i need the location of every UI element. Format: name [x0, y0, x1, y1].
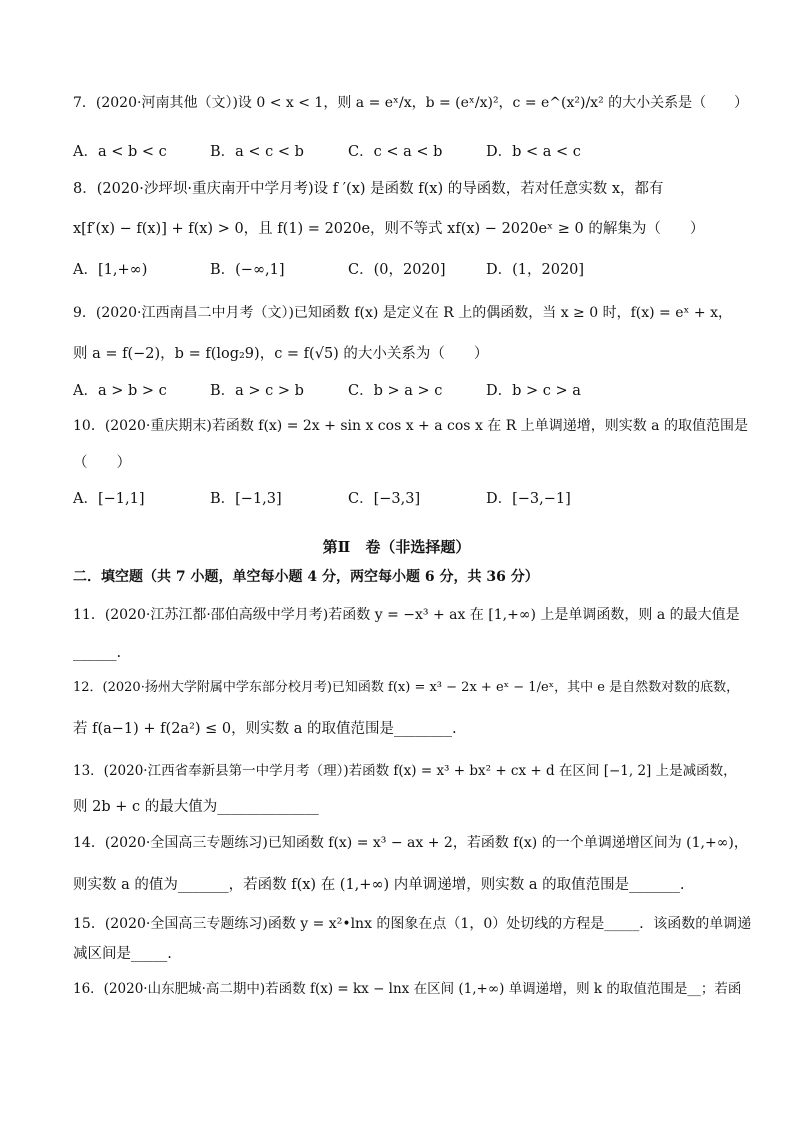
- q7-stem: 7．(2020·河南其他（文）)设 0 < x < 1，则 a = eˣ/x，b = (eˣ/x)²，c = e^(x²)/x² 的大小关系是（ ）: [73, 95, 749, 111]
- q10-options: [73, 488, 733, 510]
- q12-stem-line2: 若 f(a−1) + f(2a²) ≤ 0，则实数 a 的取值范围是________.: [73, 721, 457, 737]
- q10-stem-line1: 10．(2020·重庆期末)若函数 f(x) = 2x + sin x cos x + a cos x 在 R 上单调递增，则实数 a 的取值范围是: [73, 418, 748, 434]
- q8-option-c[interactable]: C．(0，2020]: [348, 262, 446, 278]
- q8-stem-line1: 8．(2020·沙坪坝·重庆南开中学月考)设 f ′(x) 是函数 f(x) 的导函数，若对任意实数 x，都有: [73, 181, 664, 197]
- q9-option-c[interactable]: C．b > a > c: [348, 383, 443, 399]
- q7-option-b[interactable]: B．a < c < b: [210, 144, 304, 160]
- q8-option-b[interactable]: B．(−∞,1]: [210, 262, 285, 278]
- q9-option-a[interactable]: A．a > b > c: [73, 383, 167, 399]
- q9-option-d[interactable]: D．b > c > a: [486, 383, 581, 399]
- q7-option-c[interactable]: C．c < a < b: [348, 144, 443, 160]
- q15-stem-line2: 减区间是_____.: [73, 946, 172, 962]
- q9-options: [73, 380, 733, 402]
- q7-option-d[interactable]: D．b < a < c: [486, 144, 581, 160]
- q8-options: [73, 259, 733, 281]
- q14-stem-line2: 则实数 a 的值为_______，若函数 f(x) 在 (1,+∞) 内单调递增，则实数 a 的取值范围是_______.: [73, 877, 685, 893]
- q9-option-b[interactable]: B．a > c > b: [210, 383, 304, 399]
- q11-stem-line2: ______.: [73, 645, 122, 661]
- q7-option-a[interactable]: A．a < b < c: [73, 144, 167, 160]
- q16-stem-line1: 16．(2020·山东肥城·高二期中)若函数 f(x) = kx − lnx 在区间 (1,+∞) 单调递增，则 k 的取值范围是__；若函: [73, 981, 742, 997]
- q9-stem-line2: 则 a = f(−2)，b = f(log₂9)，c = f(√5) 的大小关系为（ ）: [73, 346, 489, 362]
- q15-stem-line1: 15．(2020·全国高三专题练习)函数 y = x²•lnx 的图象在点（1，0）处切线的方程是_____．该函数的单调递: [73, 916, 752, 932]
- q10-option-b[interactable]: B．[−1,3]: [210, 491, 282, 507]
- q10-stem-line2: （ ）: [73, 455, 131, 471]
- q9-stem-line1: 9．(2020·江西南昌二中月考（文）)已知函数 f(x) 是定义在 R 上的偶函数，当 x ≥ 0 时，f(x) = eˣ + x，: [73, 305, 732, 321]
- q10-option-d[interactable]: D．[−3,−1]: [486, 491, 571, 507]
- section-heading: 二．填空题（共 7 小题，单空每小题 4 分，两空每小题 6 分，共 36 分）: [73, 569, 539, 585]
- q8-option-d[interactable]: D．(1，2020]: [486, 262, 585, 278]
- q8-option-a[interactable]: A．[1,+∞): [73, 262, 148, 278]
- q10-option-c[interactable]: C．[−3,3]: [348, 491, 421, 507]
- section-title: 第Ⅱ 卷（非选择题）: [322, 538, 471, 556]
- q11-stem-line1: 11．(2020·江苏江都·邵伯高级中学月考)若函数 y = −x³ + ax 在 [1,+∞) 上是单调函数，则 a 的最大值是: [73, 607, 740, 623]
- q13-stem-line1: 13．(2020·江西省奉新县第一中学月考（理）)若函数 f(x) = x³ + bx² + cx + d 在区间 [−1, 2] 上是减函数，: [73, 763, 737, 779]
- q7-options: [73, 141, 733, 163]
- q10-option-a[interactable]: A．[−1,1]: [73, 491, 145, 507]
- q8-stem-line2: x[f′(x) − f(x)] + f(x) > 0，且 f(1) = 2020e，则不等式 xf(x) − 2020eˣ ≥ 0 的解集为（ ）: [73, 221, 705, 237]
- q13-stem-line2: 则 2b + c 的最大值为______________: [73, 799, 319, 815]
- q12-stem-line1: 12．(2020·扬州大学附属中学东部分校月考)已知函数 f(x) = x³ − 2x + eˣ − 1/eˣ，其中 e 是自然数对数的底数，: [73, 680, 740, 695]
- q14-stem-line1: 14．(2020·全国高三专题练习)已知函数 f(x) = x³ − ax + 2，若函数 f(x) 的一个单调递增区间为 (1,+∞)，: [73, 835, 748, 851]
